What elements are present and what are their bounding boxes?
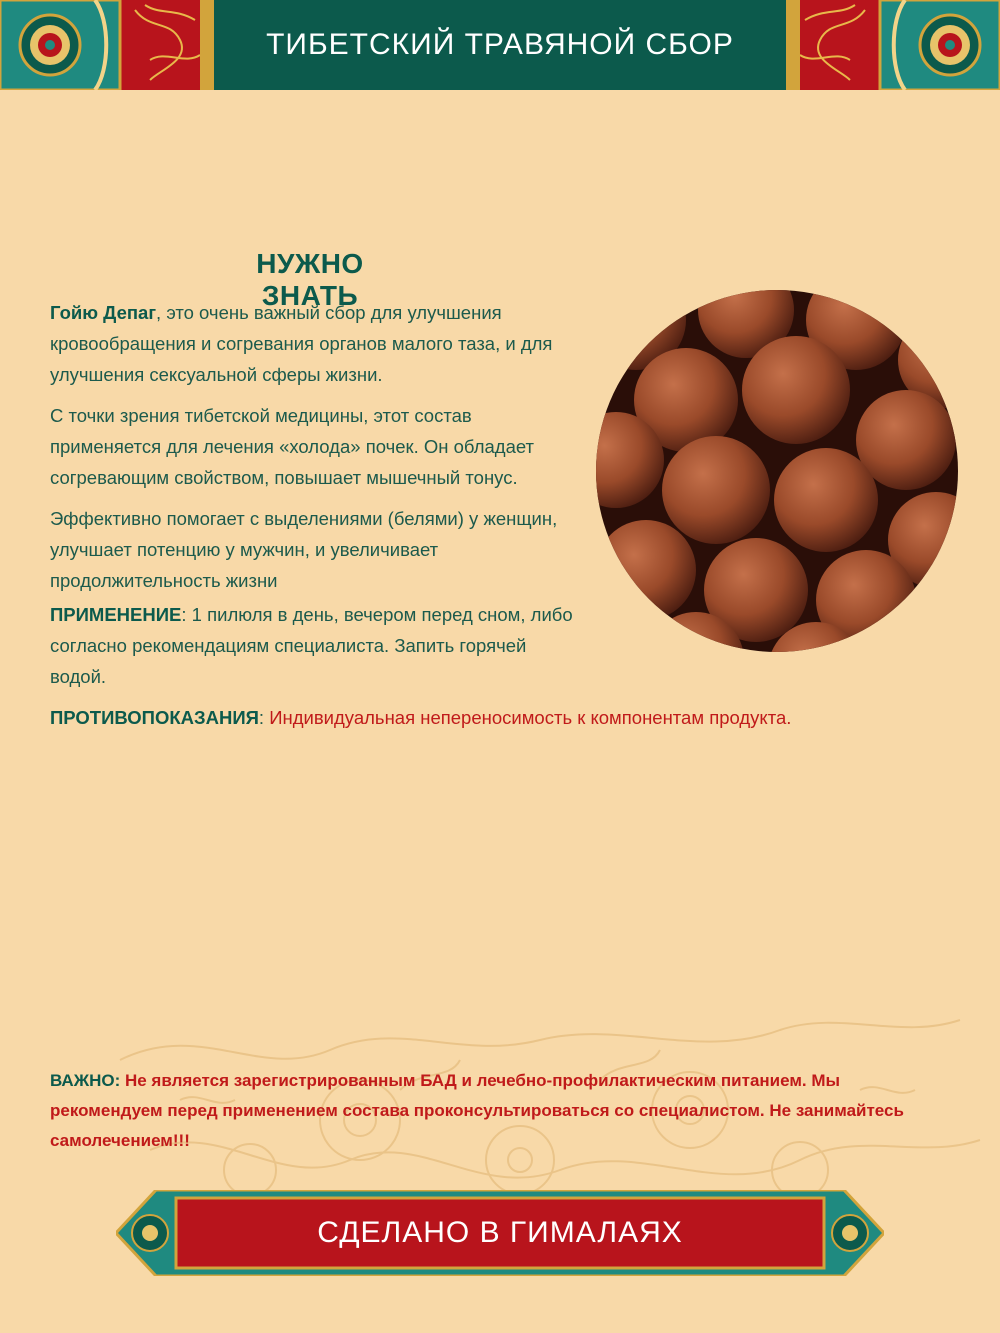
header-band	[210, 0, 790, 90]
floral-pattern-icon	[0, 1000, 1000, 1333]
usage-text: 1 пилюля в день, вечером перед сном, либо согласно рекомендациям специалиста. Запить горячей водой.	[50, 604, 573, 687]
product-name: Гойю Депаг	[50, 302, 157, 323]
important-label: ВАЖНО	[50, 1071, 115, 1090]
footer-label: СДЕЛАНО В ГИМАЛАЯХ	[317, 1216, 683, 1249]
contraindications-separator: :	[258, 707, 265, 728]
usage-label: ПРИМЕНЕНИЕ	[50, 604, 182, 625]
contraindications-label: ПРОТИВОПОКАЗАНИЯ	[50, 707, 259, 728]
page-title: ТИБЕТСКИЙ ТРАВЯНОЙ СБОР	[266, 28, 734, 61]
important-notice	[50, 1066, 955, 1156]
header-ornament-left	[0, 0, 210, 90]
ornament-icon	[790, 0, 1000, 90]
intro-text: , это очень важный сбор для улучшения кровообращения и согревания органов малого таза, и для улучшения сексуальной сферы жизни.	[50, 302, 553, 385]
paragraph-benefits: Эффективно помогает с выделениями (белями) у женщин, улучшает потенцию у мужчин, и увеличивает продолжительность жизни	[50, 508, 558, 591]
section-heading: НУЖНО ЗНАТЬ	[256, 248, 364, 311]
usage-separator: :	[181, 604, 187, 625]
header-ornament-right	[790, 0, 1000, 90]
contraindications-paragraph	[50, 702, 950, 733]
contraindications-text: Индивидуальная непереносимость к компонентам продукта.	[264, 707, 792, 728]
paragraph-kidney: С точки зрения тибетской медицины, этот состав применяется для лечения «холода» почек. Он обладает согревающим свойством, повышает мышечный тонус.	[50, 405, 535, 488]
header	[0, 0, 1000, 90]
pills-image	[596, 290, 958, 652]
important-separator: :	[114, 1071, 121, 1090]
intro-paragraph	[50, 297, 580, 390]
important-text: Не является зарегистрированным БАД и лечебно-профилактическим питанием. Мы рекомендуем перед применением состава проконсультироваться со специалистом. Не занимайтесь самолечением!!!	[50, 1071, 904, 1150]
usage-paragraph	[50, 599, 580, 692]
ornament-icon	[0, 0, 210, 90]
